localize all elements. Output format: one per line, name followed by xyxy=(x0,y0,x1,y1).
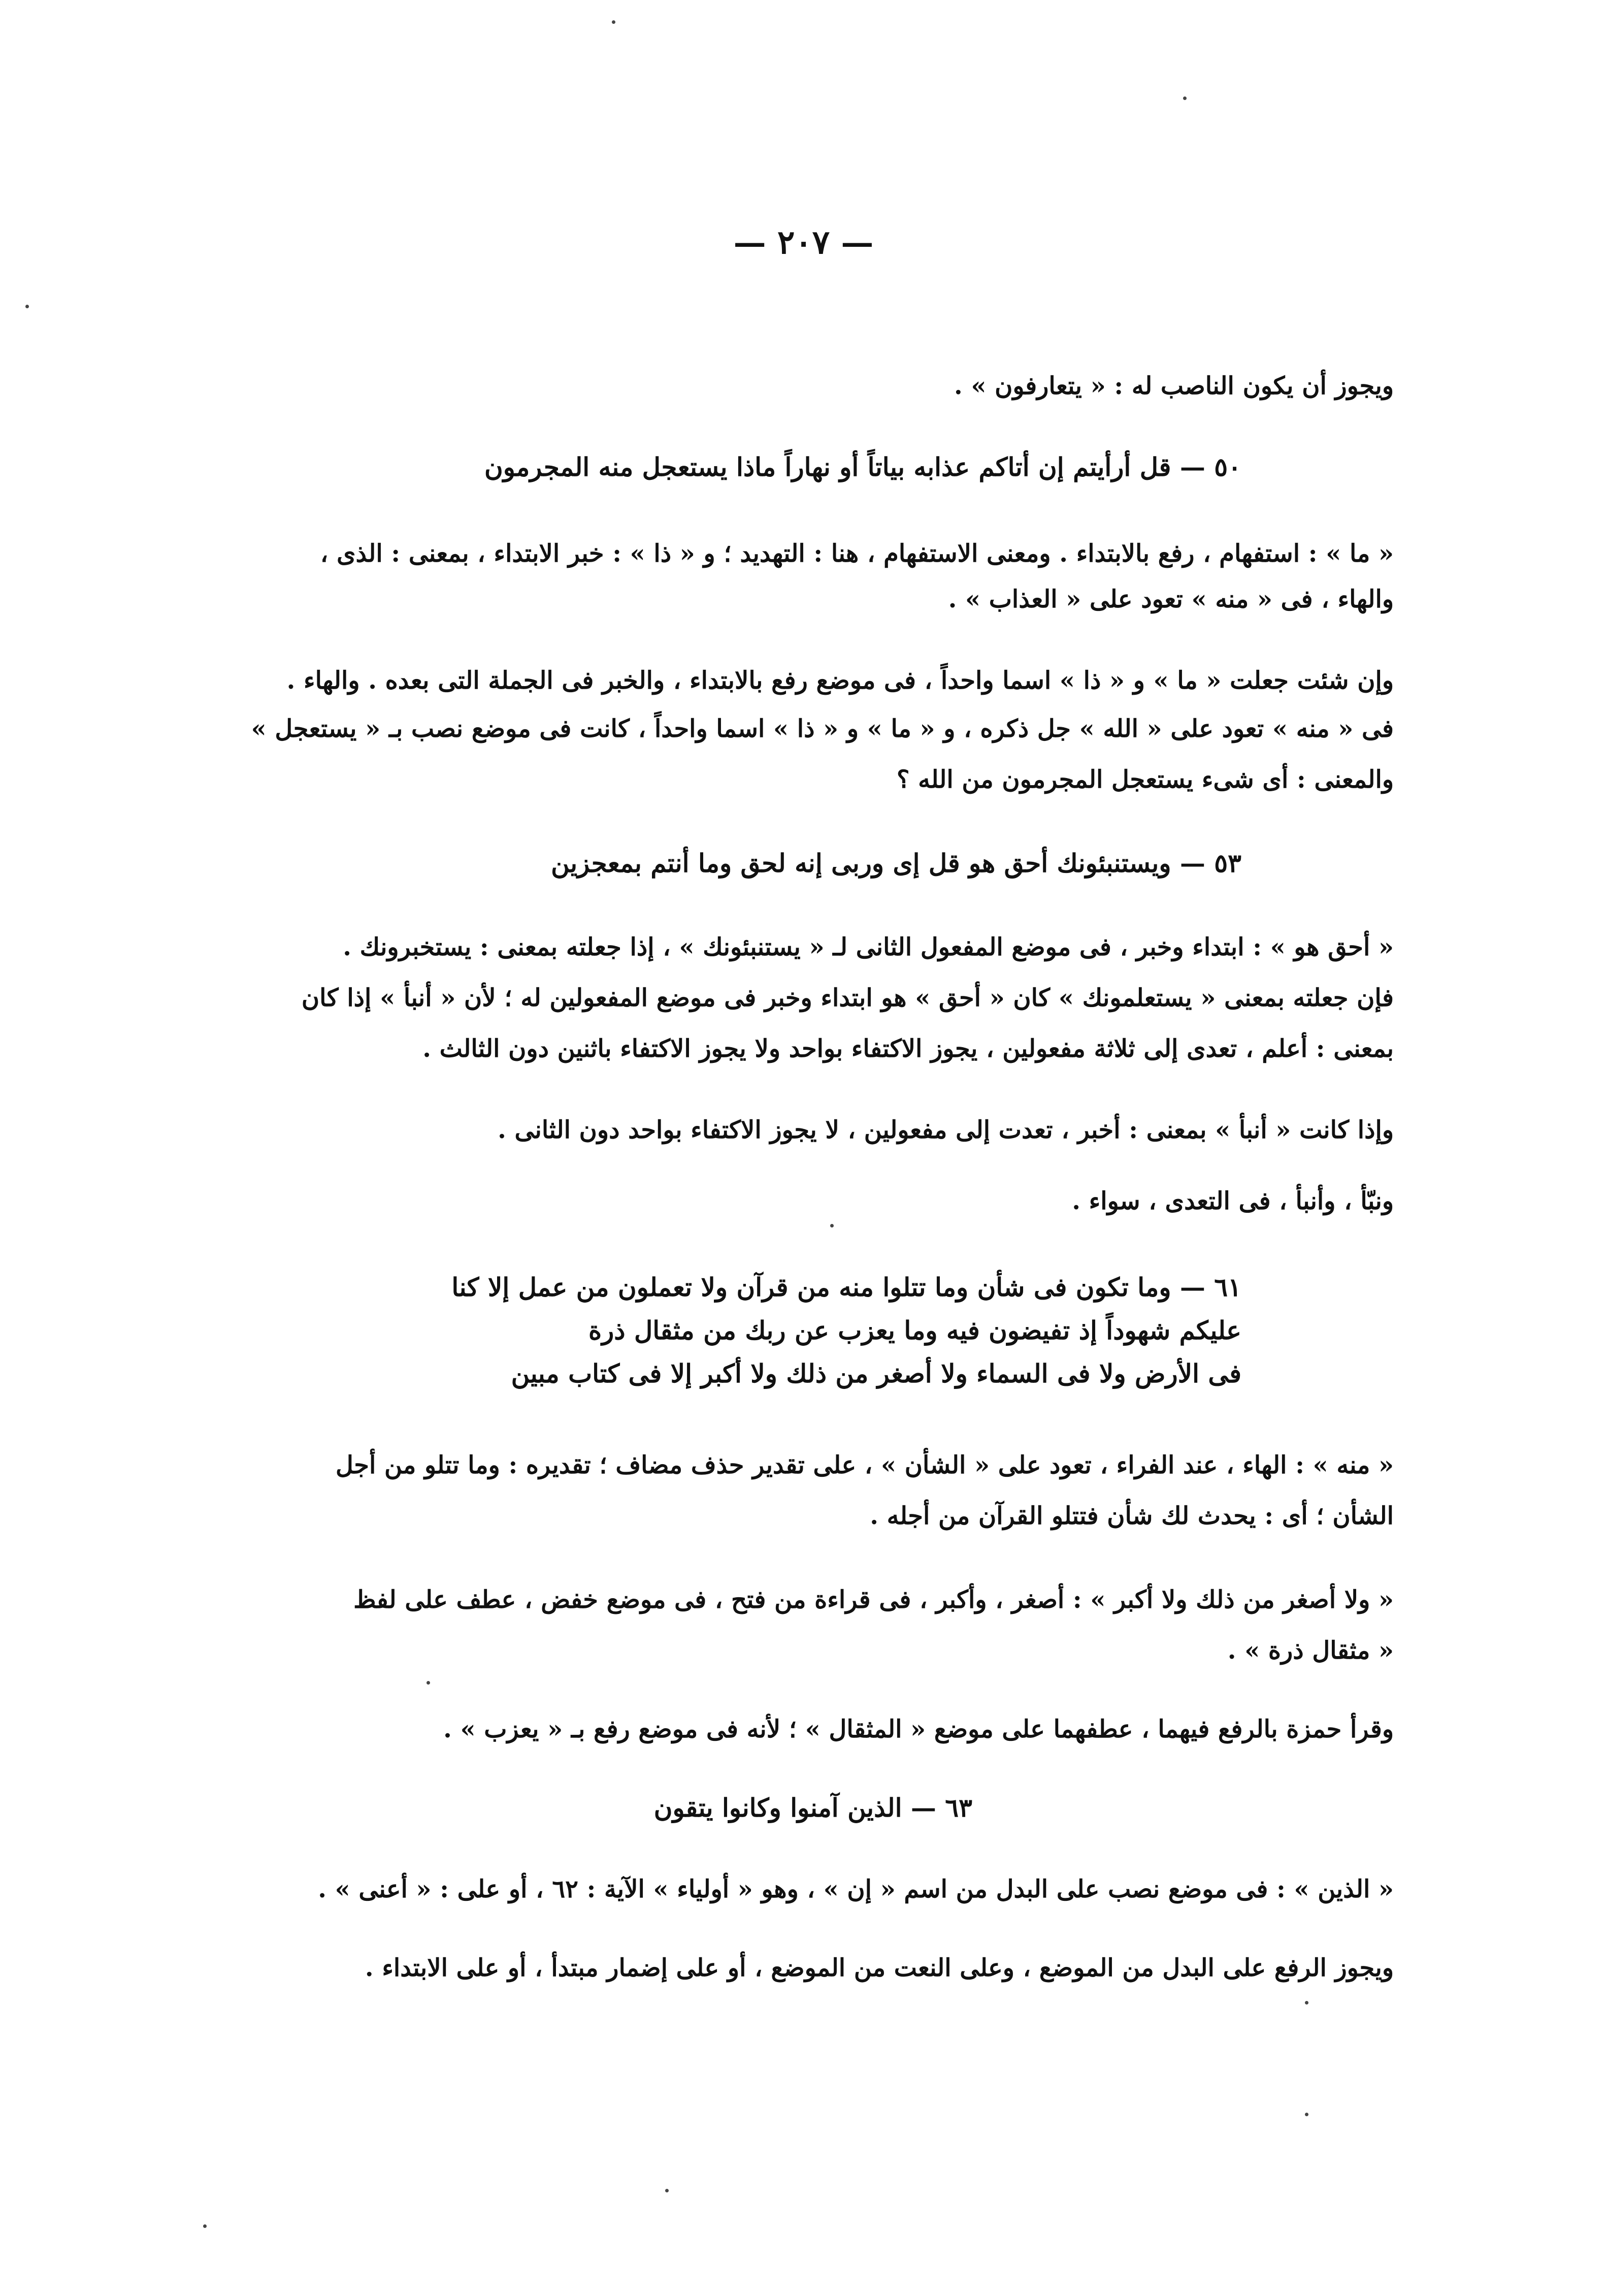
scan-speck xyxy=(1183,96,1187,100)
text-line: « ما » : استفهام ، رفع بالابتداء . ومعنى الاستفهام ، هنا : التهديد ؛ و « ذا » : خبر الابتداء ، بمعنى : الذى ، xyxy=(320,539,1394,568)
scan-speck xyxy=(25,305,29,308)
scan-speck xyxy=(830,1224,834,1227)
verse-line: ٥٣ — ويستنبئونك أحق هو قل إى وربى إنه لحق وما أنتم بمعجزين xyxy=(551,848,1241,878)
text-line: والهاء ، فى « منه » تعود على « العذاب » . xyxy=(948,585,1394,613)
text-line: ويجوز الرفع على البدل من الموضع ، وعلى النعت من الموضع ، أو على إضمار مبتدأ ، أو على الابتداء . xyxy=(365,1954,1394,1982)
text-line: « مثقال ذرة » . xyxy=(1227,1636,1394,1665)
text-line: بمعنى : أعلم ، تعدى إلى ثلاثة مفعولين ، يجوز الاكتفاء بواحد ولا يجوز الاكتفاء باثنين دون الثالث . xyxy=(422,1034,1394,1063)
scan-speck xyxy=(1305,2001,1308,2004)
text-line: « أحق هو » : ابتداء وخبر ، فى موضع المفعول الثانى لـ « يستنبئونك » ، إذا جعلته بمعنى : يستخبرونك . xyxy=(343,933,1394,961)
text-line: « ولا أصغر من ذلك ولا أكبر » : أصغر ، وأكبر ، فى قراءة من فتح ، فى موضع خفض ، عطف على لفظ xyxy=(353,1586,1394,1614)
text-line: ويجوز أن يكون الناصب له : « يتعارفون » . xyxy=(954,372,1394,400)
verse-line: ٥٠ — قل أرأيتم إن أتاكم عذابه بياتاً أو نهاراً ماذا يستعجل منه المجرمون xyxy=(484,452,1241,482)
scan-speck xyxy=(1305,2113,1308,2116)
scan-speck xyxy=(612,20,615,24)
scan-speck xyxy=(427,1681,430,1685)
text-line: وقرأ حمزة بالرفع فيهما ، عطفهما على موضع « المثقال » ؛ لأنه فى موضع رفع بـ « يعزب » . xyxy=(443,1715,1394,1743)
text-line: وإن شئت جعلت « ما » و « ذا » اسما واحداً ، فى موضع رفع بالابتداء ، والخبر فى الجملة التى بعده . والهاء . xyxy=(286,666,1394,695)
page-number: — ٢٠٧ — xyxy=(733,223,874,262)
verse-line: فى الأرض ولا فى السماء ولا أصغر من ذلك ولا أكبر إلا فى كتاب مبين xyxy=(511,1359,1241,1388)
text-line: ونبّأ ، وأنبأ ، فى التعدى ، سواء . xyxy=(1072,1187,1394,1215)
text-line: « الذين » : فى موضع نصب على البدل من اسم « إن » ، وهو « أولياء » الآية : ٦٢ ، أو على : « أعنى » . xyxy=(318,1875,1394,1903)
scan-speck xyxy=(203,2224,207,2228)
text-line: « منه » : الهاء ، عند الفراء ، تعود على « الشأن » ، على تقدير حذف مضاف ؛ تقديره : وما تتلو من أجل xyxy=(335,1451,1394,1479)
text-line: والمعنى : أى شىء يستعجل المجرمون من الله ؟ xyxy=(896,765,1394,794)
text-line: فإن جعلته بمعنى « يستعلمونك » كان « أحق » هو ابتداء وخبر فى موضع المفعولين له ؛ لأن « أنبأ » إذا كان xyxy=(301,984,1394,1012)
verse-line: ٦١ — وما تكون فى شأن وما تتلوا منه من قرآن ولا تعملون من عمل إلا كنا xyxy=(451,1272,1241,1302)
scan-speck xyxy=(665,2189,669,2192)
verse-line: عليكم شهوداً إذ تفيضون فيه وما يعزب عن ربك من مثقال ذرة xyxy=(588,1315,1241,1345)
text-line: وإذا كانت « أنبأ » بمعنى : أخبر ، تعدت إلى مفعولين ، لا يجوز الاكتفاء بواحد دون الثانى . xyxy=(498,1116,1394,1144)
verse-line: ٦٣ — الذين آمنوا وكانوا يتقون xyxy=(653,1793,972,1823)
text-line: فى « منه » تعود على « الله » جل ذكره ، و « ما » و « ذا » اسما واحداً ، كانت فى موضع نصب بـ « يستعجل » xyxy=(251,715,1394,743)
text-line: الشأن ؛ أى : يحدث لك شأن فتتلو القرآن من أجله . xyxy=(870,1502,1394,1530)
